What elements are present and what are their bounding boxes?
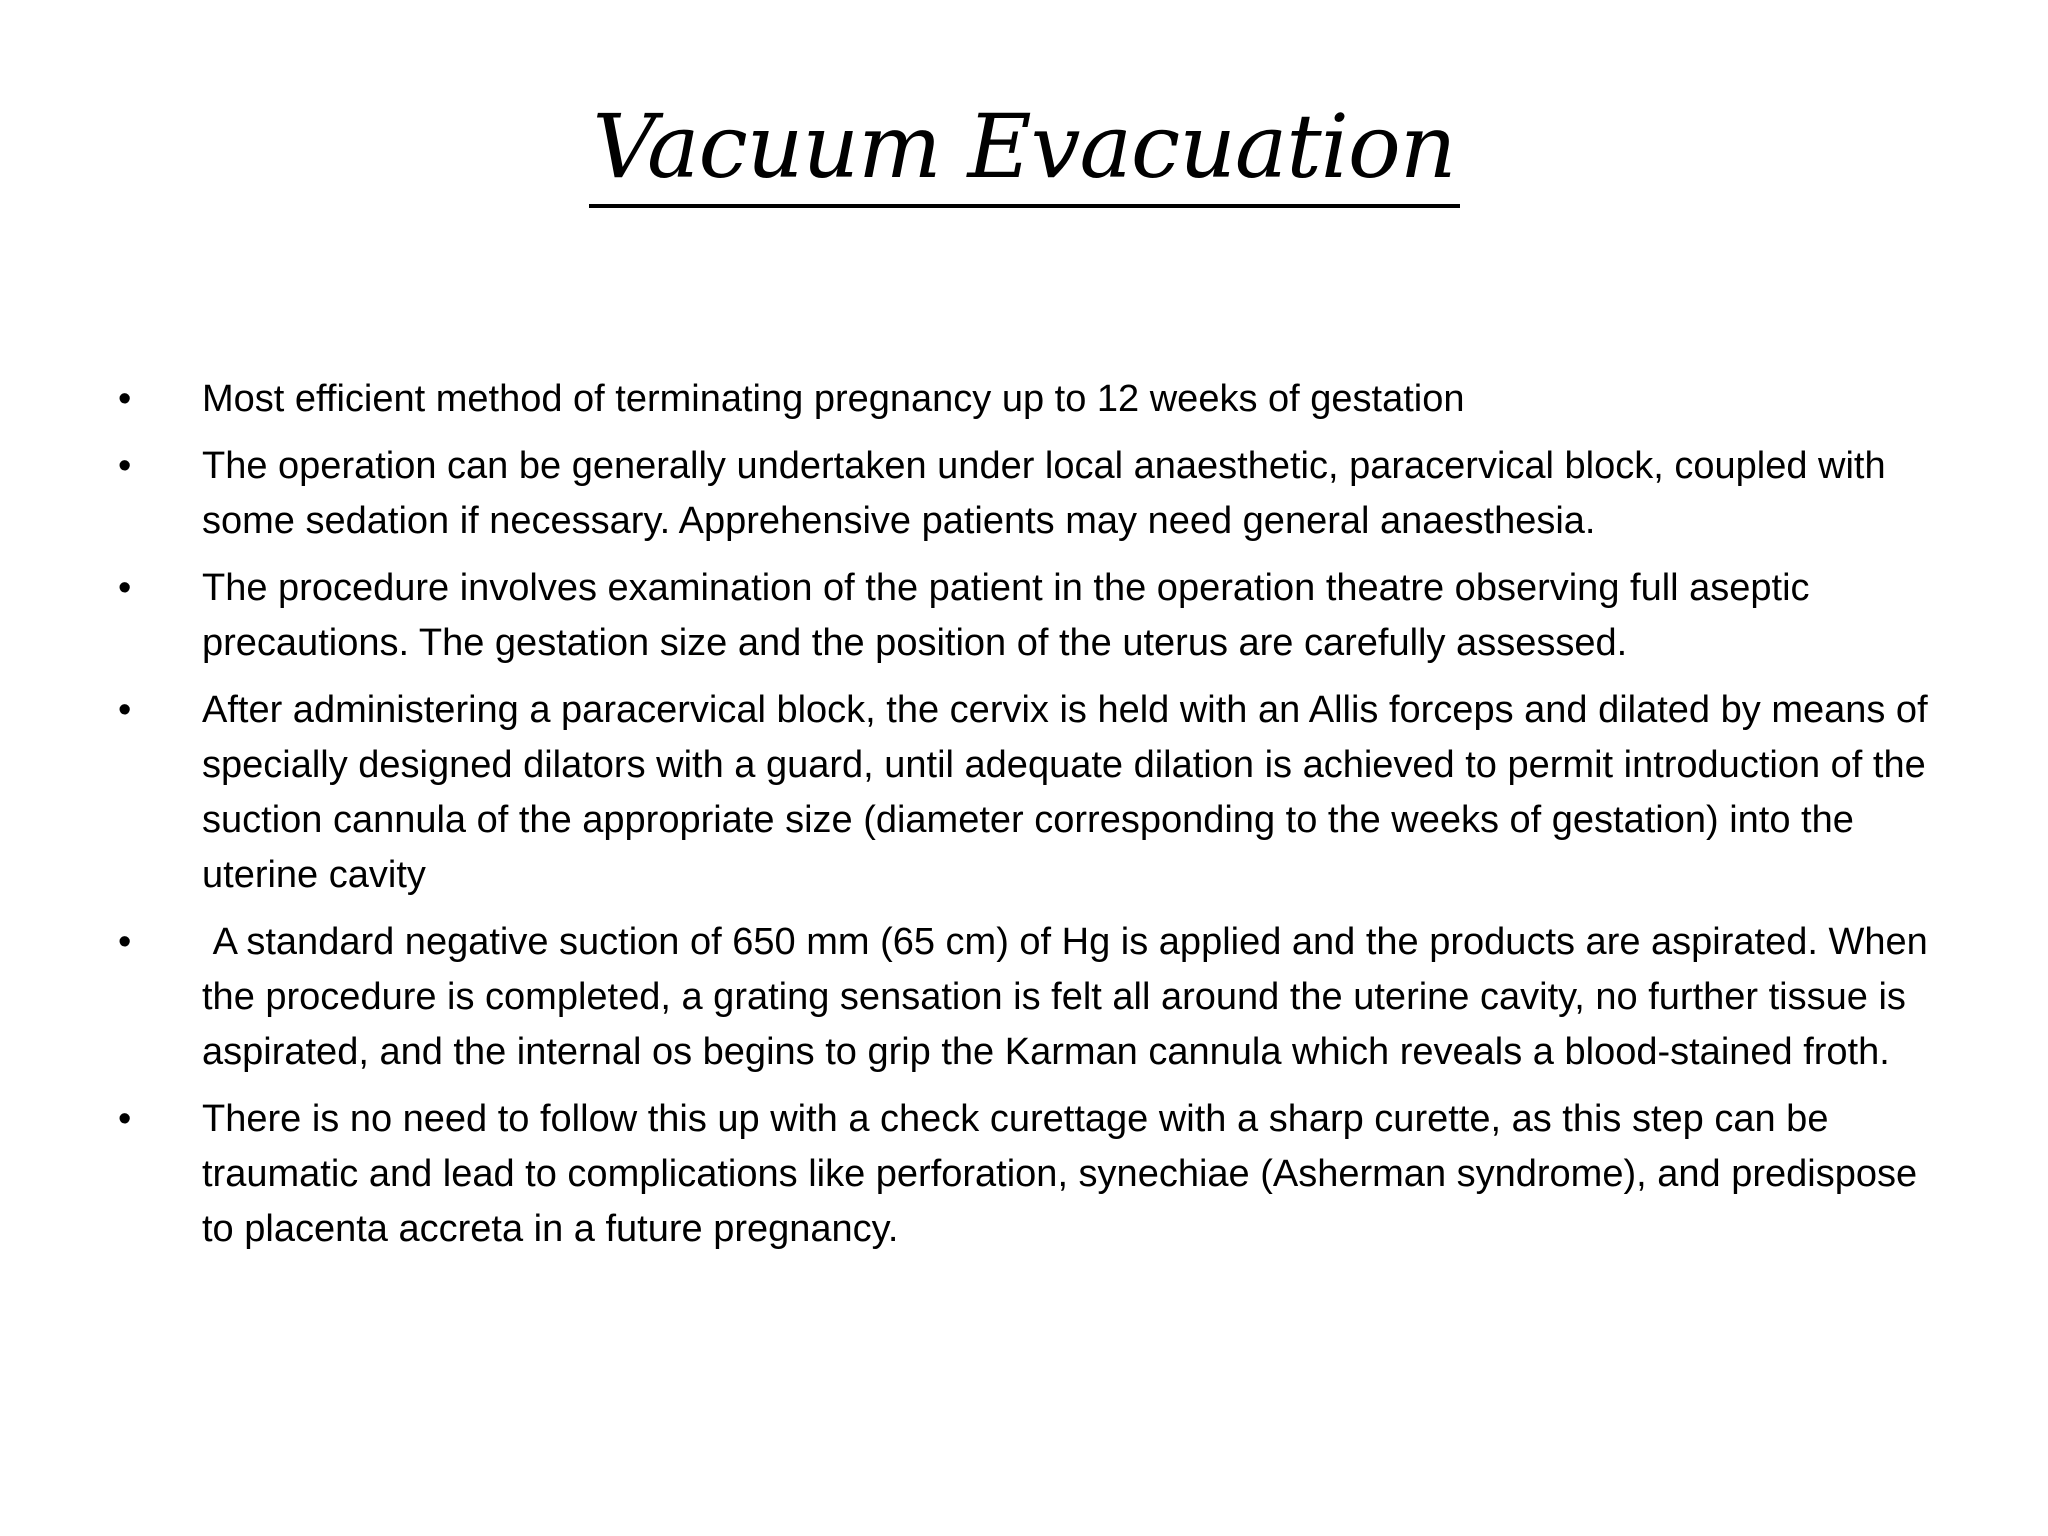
bullet-text: After administering a paracervical block, the cervix is held with an Allis forceps and dilated by means of specially designed dilators with a guard, until adequate dilation is achieved to permit introduction of the suction cannula of the appropriate size (diameter corresponding to the weeks of gestation) into the uterine cavity: [202, 689, 1939, 896]
title-container: [0, 92, 2048, 208]
bullet-text: There is no need to follow this up with a check curettage with a sharp curette, as this step can be traumatic and lead to complications like perforation, synechiae (Asherman syndrome), and predispose to placenta accreta in a future pregnancy.: [202, 1098, 1928, 1250]
bullet-marker: •: [118, 445, 132, 487]
bullet-marker: •: [118, 689, 132, 731]
bullet-text: Most efficient method of terminating pregnancy up to 12 weeks of gestation: [202, 378, 1465, 420]
bullet-marker: •: [118, 1098, 132, 1140]
bullet-item: [118, 683, 1948, 903]
bullet-text: The procedure involves examination of the patient in the operation theatre observing full aseptic precautions. The gestation size and the position of the uterus are carefully assessed.: [202, 567, 1821, 664]
bullet-text: A standard negative suction of 650 mm (65 cm) of Hg is applied and the products are aspirated. When the procedure is completed, a grating sensation is felt all around the uterine cavity, no further tissue is aspirated, and the internal os begins to grip the Karman cannula which reveals a blood-stained froth.: [202, 921, 1939, 1073]
bullet-item: [118, 439, 1948, 549]
bullet-marker: •: [118, 567, 132, 609]
slide-title: Vacuum Evacuation: [589, 92, 1460, 208]
bullet-marker: •: [118, 921, 132, 963]
bullet-item: [118, 561, 1948, 671]
bullet-text: The operation can be generally undertaken under local anaesthetic, paracervical block, coupled with some sedation if necessary. Apprehensive patients may need general anaesthesia.: [202, 445, 1897, 542]
bullet-item: [118, 915, 1948, 1080]
bullet-item: [118, 1092, 1948, 1257]
bullet-marker: •: [118, 378, 132, 420]
bullet-item: [118, 372, 1948, 427]
bullet-list: [118, 372, 1948, 1269]
